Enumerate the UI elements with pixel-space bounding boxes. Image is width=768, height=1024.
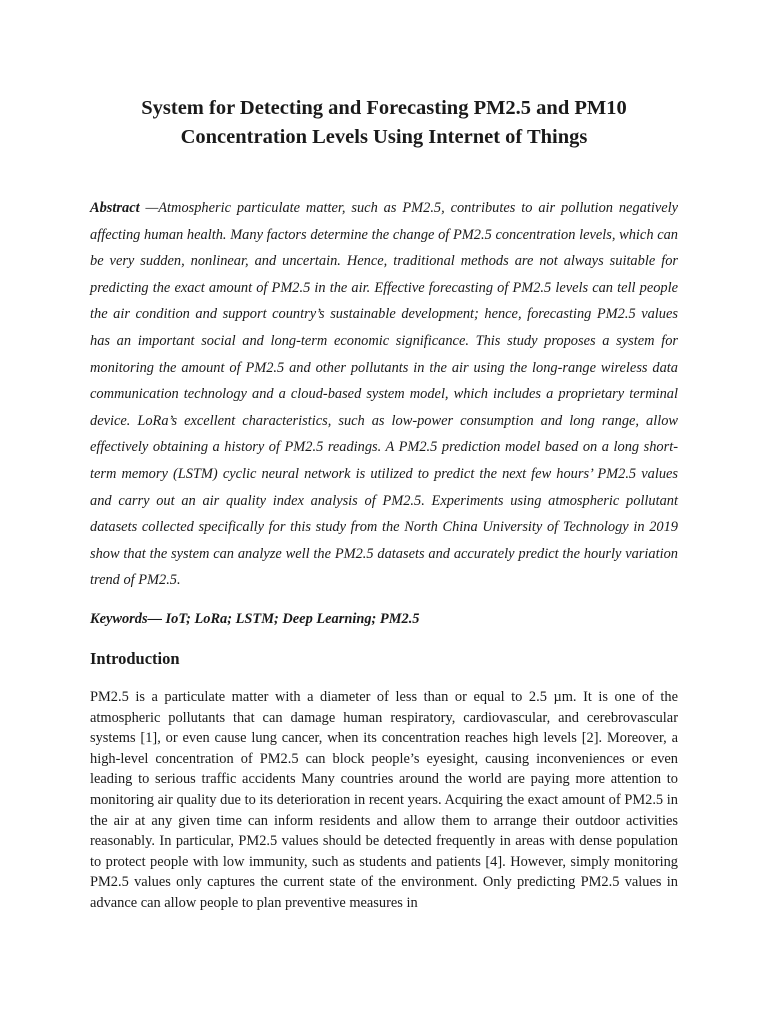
section-heading-introduction: Introduction — [90, 649, 180, 668]
abstract-text: —Atmospheric particulate matter, such as PM2.5, contributes to air pollution negatively affecting human health. Many factors determine the change of PM2.5 concentration levels, which can be very sudden, nonlinear, and uncertain. Hence, traditional methods are not always suitable for predicting the exact amount of PM2.5 in the air. Effective forecasting of PM2.5 levels can tell people the air condition and support country’s sustainable development; hence, forecasting PM2.5 values has an important social and long-term economic significance. This study proposes a system for monitoring the amount of PM2.5 and other pollutants in the air using the long-range wireless data communication technology and a cloud-based system model, which includes a proprietary terminal device. LoRa’s excellent characteristics, such as low-power consumption and long range, allow effectively obtaining a history of PM2.5 readings. A PM2.5 prediction model based on a long short-term memory (LSTM) cyclic neural network is utilized to predict the next few hours’ PM2.5 values and carry out an air quality index analysis of PM2.5. Experiments using atmospheric pollutant datasets collected specifically for this study from the North China University of Technology in 2019 show that the system can analyze well the PM2.5 datasets and accurately predict the hourly variation trend of PM2.5. — [90, 200, 678, 589]
abstract-label: Abstract — [90, 200, 140, 216]
abstract-paragraph — [90, 195, 678, 594]
keywords-line: Keywords— IoT; LoRa; LSTM; Deep Learning; PM2.5 — [90, 611, 420, 627]
introduction-paragraph: PM2.5 is a particulate matter with a diameter of less than or equal to 2.5 µm. It is one of the atmospheric pollutants that can damage human respiratory, cardiovascular, and cerebrovascular systems [1], or even cause lung cancer, when its concentration reaches high levels [2]. Moreover, a high-level concentration of PM2.5 can block people’s eyesight, causing inconveniences or even leading to serious traffic accidents Many countries around the world are paying more attention to monitoring air quality due to its deterioration in recent years. Acquiring the exact amount of PM2.5 in the air at any given time can inform residents and allow them to arrange their outdoor activities reasonably. In particular, PM2.5 values should be detected frequently in areas with dense population to protect people with low immunity, such as students and patients [4]. However, simply monitoring PM2.5 values only captures the current state of the environment. Only predicting PM2.5 values in advance can allow people to plan preventive measures in — [90, 689, 678, 911]
paper-title: System for Detecting and Forecasting PM2.5 and PM10 Concentration Levels Using Internet of Things — [141, 97, 627, 148]
